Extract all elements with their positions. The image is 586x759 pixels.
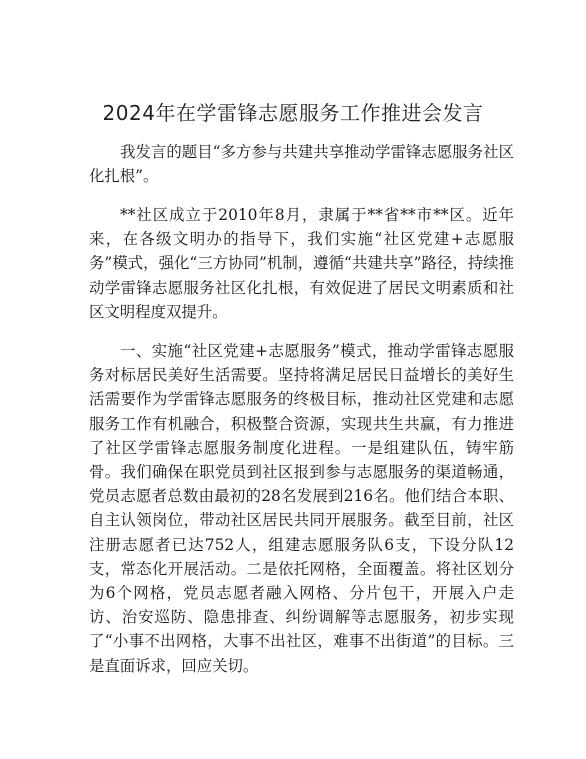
document-title: 2024年在学雷锋志愿服务工作推进会发言 <box>102 101 484 125</box>
paragraph-topic: 我发言的题目“多方参与共建共享推动学雷锋志愿服务社区化扎根”。 <box>89 143 514 186</box>
paragraph-section-one: 一、实施“社区党建+志愿服务”模式，推动学雷锋志愿服务对标居民美好生活需要。坚持将满足居民日益增长的美好生活需要作为学雷锋志愿服务的终极目标，推动社区党建和志愿服务工作有机融合，积极整合资源，实现共生共赢，有力推进了社区学雷锋志愿服务制度化进程。一是组建队伍，铸牢筋骨。我们确保在职党员到社区报到参与志愿服务的渠道畅通，党员志愿者总数由最初的28名发展到216名。他们结合本职、自主认领岗位，带动社区居民共同开展服务。截至目前，社区注册志愿者已达752人，组建志愿服务队6支，下设分队12支，常态化开展活动。二是依托网格，全面覆盖。将社区划分为6个网格，党员志愿者融入网格、分片包干，开展入户走访、治安巡防、隐患排查、纠纷调解等志愿服务，初步实现了“小事不出网格，大事不出社区，难事不出街道”的目标。三是直面诉求，回应关切。 <box>89 342 514 675</box>
paragraph-intro: **社区成立于2010年8月，隶属于**省**市**区。近年来，在各级文明办的指导下，我们实施“社区党建+志愿服务”模式，强化“三方协同”机制，遵循“共建共享”路径，持续推动学雷锋志愿服务社区化扎根，有效促进了居民文明素质和社区文明程度双提升。 <box>89 206 514 321</box>
